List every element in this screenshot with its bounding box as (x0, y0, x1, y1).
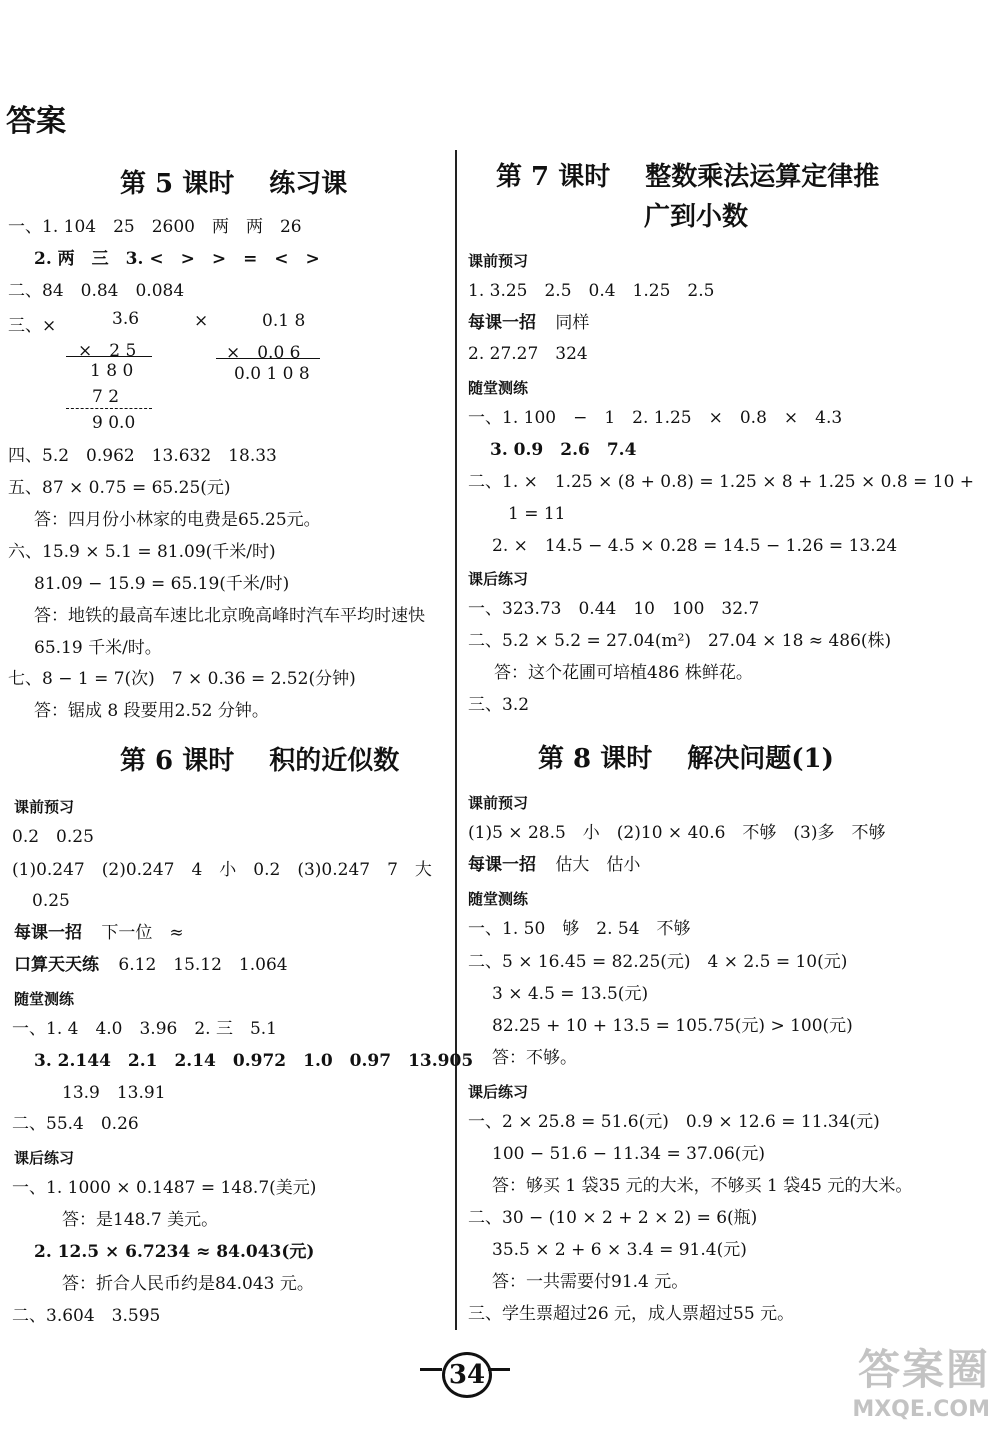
label-tip: 每课一招 (468, 313, 536, 333)
section-title-7b: 广到小数 (644, 202, 749, 232)
section-title-6: 第 6 课时 积的近似数 (120, 746, 400, 776)
watermark (805, 1337, 990, 1422)
answer-line: 82.25 + 10 + 13.5 = 105.75(元) > 100(元) (492, 1016, 853, 1036)
label-preview: 课前预习 (468, 794, 529, 812)
label-test: 随堂测练 (468, 890, 529, 908)
label-preview: 课前预习 (14, 798, 75, 816)
answer-line: 二、30 − (10 × 2 + 2 × 2) = 6(瓶) (468, 1208, 758, 1228)
answer-line: 答：这个花圃可培植486 株鲜花。 (494, 663, 753, 683)
ornament-left (420, 1368, 442, 1381)
answer-line: 2. 27.27 324 (468, 344, 588, 364)
answer-line: 答：够买 1 袋35 元的大米，不够买 1 袋45 元的大米。 (492, 1176, 913, 1196)
calc-a-result: 9 0.0 (92, 413, 136, 433)
answer-line: 1. 3.25 2.5 0.4 1.25 2.5 (468, 281, 715, 301)
section-title-5: 第 5 课时 练习课 (120, 169, 348, 199)
label-after: 课后练习 (14, 1149, 75, 1167)
answer-line: 一、323.73 0.44 10 100 32.7 (468, 599, 760, 619)
calc-b-result: 0.0 1 0 8 (234, 364, 310, 384)
tip-text: 下一位 ≈ (101, 923, 184, 943)
answer-line: 一、2 × 25.8 = 51.6(元) 0.9 × 12.6 = 11.34(元) (468, 1112, 880, 1132)
answer-line: 0.25 (32, 891, 70, 911)
calc-prefix: 三、× (8, 316, 57, 336)
answer-line: 一、1. 100 − 1 2. 1.25 × 0.8 × 4.3 (468, 408, 843, 428)
tip-line (468, 854, 640, 876)
answer-line: 答：折合人民币约是84.043 元。 (62, 1274, 314, 1294)
answer-line: 答：一共需要付91.4 元。 (492, 1272, 689, 1292)
label-test: 随堂测练 (14, 990, 75, 1008)
answer-line: 二、3.604 3.595 (12, 1306, 161, 1326)
page-title: 答案 (6, 104, 66, 139)
answer-line: 一、1. 50 够 2. 54 不够 (468, 919, 691, 939)
calc-a-partial-2: 7 2 (92, 387, 120, 407)
label-tip: 每课一招 (14, 923, 82, 943)
calc-b-line (216, 358, 320, 359)
answer-line: 2. 两 三 3. < > > = < > (34, 249, 320, 269)
answer-line: 答：不够。 (492, 1048, 577, 1068)
label-after: 课后练习 (468, 1083, 529, 1101)
page-number (430, 1348, 500, 1396)
answer-line: (1)0.247 (2)0.247 4 小 0.2 (3)0.247 7 大 (12, 860, 432, 880)
answer-line: 二、1. × 1.25 × (8 + 0.8) = 1.25 × 8 + 1.25 × 0.8 = 10 + (468, 472, 975, 492)
tip-text: 同样 (555, 313, 590, 333)
answer-line: 2. × 14.5 − 4.5 × 0.28 = 14.5 − 1.26 = 13.24 (492, 536, 898, 556)
answer-line: 13.9 13.91 (62, 1083, 166, 1103)
answer-line: 二、55.4 0.26 (12, 1114, 139, 1134)
answer-line: 一、1. 4 4.0 3.96 2. 三 5.1 (12, 1019, 277, 1039)
answer-line: 答：锯成 8 段要用2.52 分钟。 (34, 701, 269, 721)
answer-line: 65.19 千米/时。 (34, 638, 162, 658)
answer-line: 三、3.2 (468, 695, 530, 715)
oral-line (14, 954, 288, 976)
label-preview: 课前预习 (468, 252, 529, 270)
answer-line: 七、8 − 1 = 7(次) 7 × 0.36 = 2.52(分钟) (8, 669, 356, 689)
answer-line: 1 = 11 (508, 504, 566, 524)
calc-a-mul: × 2 5 (78, 341, 137, 361)
section-title-8: 第 8 课时 解决问题(1) (538, 744, 834, 774)
page-number-badge: 34 (442, 1352, 492, 1398)
section-title-7a: 第 7 课时 整数乘法运算定律推 (496, 162, 880, 192)
answer-line: 3. 2.144 2.1 2.14 0.972 1.0 0.97 13.905 (34, 1051, 474, 1071)
answer-line: 一、1. 1000 × 0.1487 = 148.7(美元) (12, 1178, 317, 1198)
tip-text: 估大 估小 (555, 855, 641, 875)
calc-b-top: 0.1 8 (262, 311, 306, 331)
tip-line (468, 312, 589, 334)
answer-line: 3. 0.9 2.6 7.4 (490, 440, 637, 460)
calc-a-line (66, 356, 152, 357)
label-tip: 每课一招 (468, 855, 536, 875)
calc-mark: × (194, 311, 209, 331)
answer-line: 35.5 × 2 + 6 × 3.4 = 91.4(元) (492, 1240, 747, 1260)
calc-a-dash-line (66, 408, 152, 409)
answer-line: 四、5.2 0.962 13.632 18.33 (8, 446, 277, 466)
answer-line: 0.2 0.25 (12, 827, 94, 847)
answer-line: 100 − 51.6 − 11.34 = 37.06(元) (492, 1144, 766, 1164)
answer-line: 二、5.2 × 5.2 = 27.04(m²) 27.04 × 18 ≈ 486(株) (468, 631, 892, 651)
answer-line: 六、15.9 × 5.1 = 81.09(千米/时) (8, 542, 276, 562)
label-test: 随堂测练 (468, 379, 529, 397)
calc-a-partial-1: 1 8 0 (90, 361, 134, 381)
answer-line: 2. 12.5 × 6.7234 ≈ 84.043(元) (34, 1242, 315, 1262)
watermark-logo: 答案圈 (857, 1345, 990, 1394)
label-after: 课后练习 (468, 570, 529, 588)
answer-line: (1)5 × 28.5 小 (2)10 × 40.6 不够 (3)多 不够 (468, 823, 886, 843)
answer-line: 答：是148.7 美元。 (62, 1210, 219, 1230)
answer-line: 答：地铁的最高车速比北京晚高峰时汽车平均时速快 (34, 606, 425, 626)
answer-line: 一、1. 104 25 2600 两 两 26 (8, 217, 302, 237)
tip-line (14, 922, 184, 944)
answer-line: 二、84 0.84 0.084 (8, 281, 185, 301)
watermark-site: MXQE.COM (852, 1397, 990, 1422)
ornament-right (488, 1368, 510, 1381)
calc-b-mul: × 0.0 6 (226, 343, 301, 363)
answer-line: 81.09 − 15.9 = 65.19(千米/时) (34, 574, 290, 594)
answer-line: 答：四月份小林家的电费是65.25元。 (34, 510, 321, 530)
answer-line: 二、5 × 16.45 = 82.25(元) 4 × 2.5 = 10(元) (468, 952, 848, 972)
answer-line: 三、学生票超过26 元，成人票超过55 元。 (468, 1304, 795, 1324)
answer-line: 五、87 × 0.75 = 65.25(元) (8, 478, 231, 498)
column-divider (455, 150, 457, 1330)
label-oral: 口算天天练 (14, 955, 99, 975)
oral-text: 6.12 15.12 1.064 (118, 955, 288, 975)
answer-line: 3 × 4.5 = 13.5(元) (492, 984, 649, 1004)
calc-a-top: 3.6 (112, 309, 140, 329)
